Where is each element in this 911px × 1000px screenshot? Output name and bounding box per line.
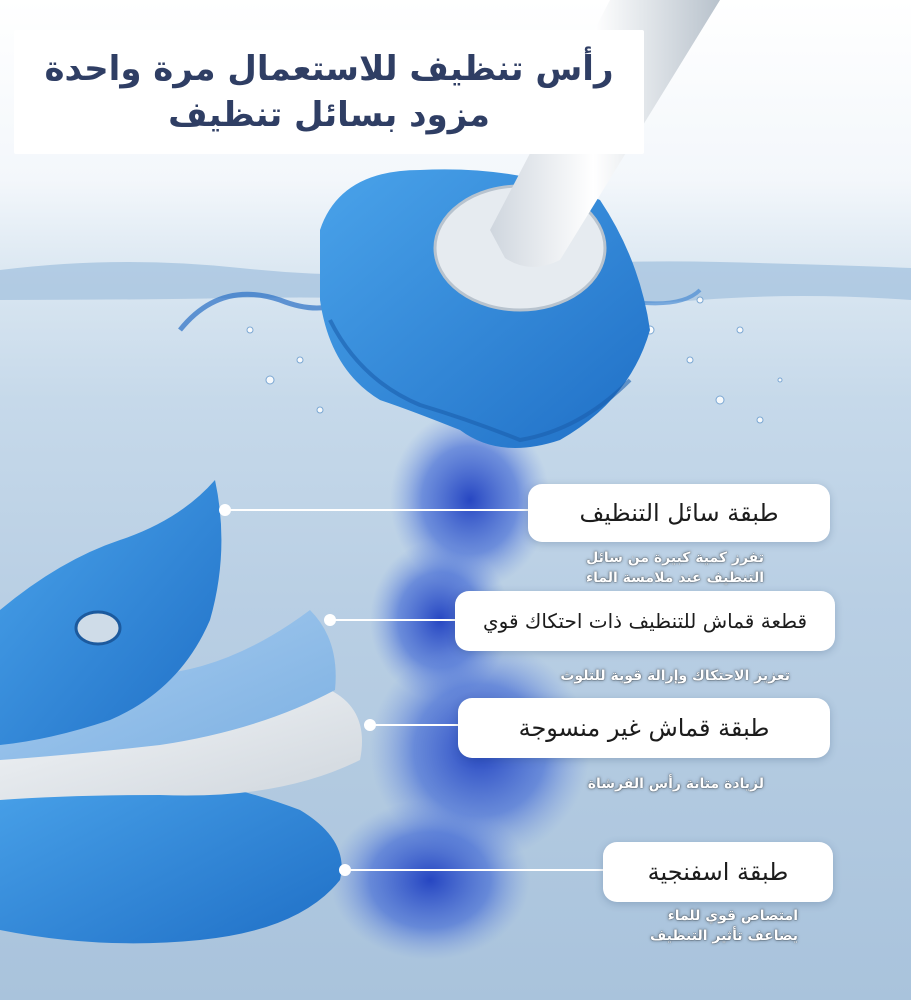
layer-label-nonwoven-cloth: طبقة قماش غير منسوجة [458, 698, 830, 758]
layer-label-friction-cloth: قطعة قماش للتنظيف ذات احتكاك قوي [455, 591, 835, 651]
layer-desc-sponge: امتصاص قوي للماء يضاعف تأثير التنظيف [650, 908, 798, 944]
layer-desc-cleaning-liquid: تفرز كمية كبيرة من سائل التنظيف عند ملامسة الماء [585, 550, 764, 586]
layer-label-sponge: طبقة اسفنجية [603, 842, 833, 902]
title-line-1: رأس تنظيف للاستعمال مرة واحدة [44, 49, 614, 89]
layer-desc-nonwoven-cloth: لزيادة متانة رأس الفرشاة [587, 776, 764, 792]
layer-desc-friction-cloth: تعزيز الاحتكاك وإزالة قوية للتلوث [560, 668, 790, 684]
title-line-2: مزود بسائل تنظيف [168, 95, 490, 135]
layer-label-cleaning-liquid: طبقة سائل التنظيف [528, 484, 830, 542]
title-box [14, 30, 644, 154]
